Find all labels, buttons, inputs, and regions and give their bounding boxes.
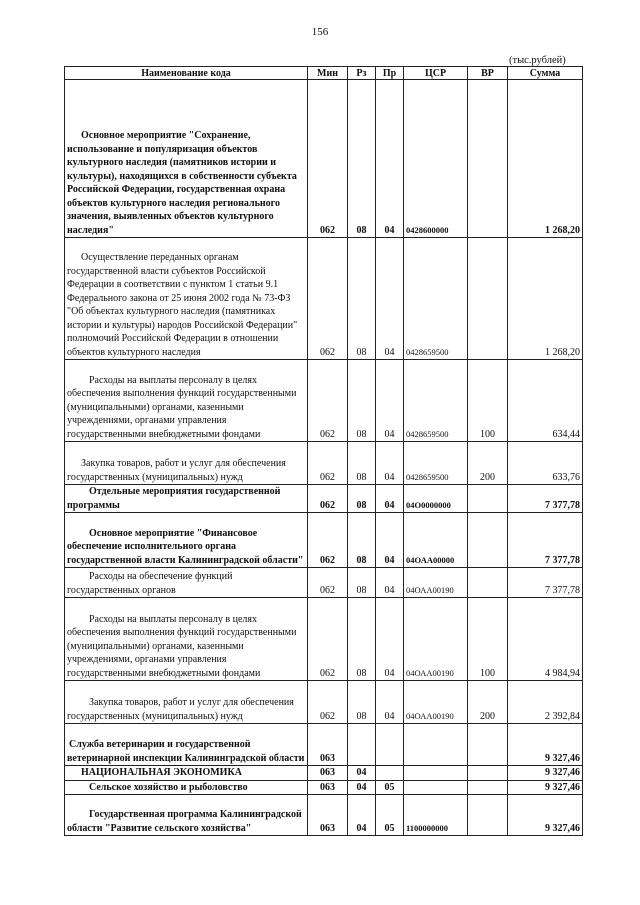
row-name: Закупка товаров, работ и услуг для обеспечения государственных (муниципальных) нужд [65,442,308,485]
row-rz: 04 [348,780,376,795]
table-header-row [65,67,583,80]
units-label: (тыс.рублей) [509,55,566,66]
row-min: 062 [308,485,348,513]
row-rz: 08 [348,485,376,513]
row-csr: 0428659500 [404,360,468,442]
row-vr [468,485,508,513]
row-sum: 2 392,84 [508,681,583,724]
row-sum: 9 327,46 [508,724,583,766]
row-min: 063 [308,780,348,795]
table-row [65,598,583,681]
table-row [65,238,583,360]
row-name: Расходы на выплаты персоналу в целях обеспечения выполнения функций государственными (муниципальными) органами, казенными учреждениями, органами управления государственными внебюджетными фондами [65,360,308,442]
table-row [65,568,583,598]
row-sum: 4 984,94 [508,598,583,681]
table-row [65,80,583,238]
row-vr [468,766,508,781]
row-min: 062 [308,568,348,598]
row-name: Основное мероприятие "Сохранение, использование и популяризация объектов культурного наследия (памятников истории и культуры), находящихся в собственности субъекта Российской Федерации, государственная охрана объектов культурного наследия регионального значения, выявленных объектов культурного наследия" [65,80,308,238]
header-pr: Пр [376,67,404,80]
row-csr [404,780,468,795]
row-rz: 08 [348,681,376,724]
page-number: 156 [311,26,329,38]
table-row [65,724,583,766]
row-sum: 7 377,78 [508,568,583,598]
row-vr: 100 [468,360,508,442]
row-rz: 08 [348,598,376,681]
header-rz: Рз [348,67,376,80]
row-vr: 200 [468,681,508,724]
row-vr [468,238,508,360]
table-row [65,485,583,513]
budget-table [64,66,583,836]
row-sum: 9 327,46 [508,766,583,781]
row-min: 062 [308,360,348,442]
row-vr: 200 [468,442,508,485]
table-row [65,780,583,795]
row-pr: 04 [376,485,404,513]
row-sum: 7 377,78 [508,485,583,513]
row-rz: 08 [348,513,376,568]
row-min: 062 [308,513,348,568]
table-row [65,795,583,836]
row-min: 063 [308,766,348,781]
row-pr: 04 [376,598,404,681]
header-csr: ЦСР [404,67,468,80]
row-pr: 04 [376,442,404,485]
row-sum: 7 377,78 [508,513,583,568]
row-csr: 0428600000 [404,80,468,238]
table-row [65,766,583,781]
row-min: 063 [308,795,348,836]
row-vr [468,795,508,836]
row-min: 062 [308,442,348,485]
row-vr [468,80,508,238]
header-min: Мин [308,67,348,80]
table-row [65,360,583,442]
row-csr: 0428659500 [404,238,468,360]
row-pr [376,766,404,781]
row-rz: 04 [348,766,376,781]
row-vr [468,513,508,568]
row-min: 062 [308,80,348,238]
row-pr [376,724,404,766]
header-vr: ВР [468,67,508,80]
table-row [65,681,583,724]
row-min: 063 [308,724,348,766]
row-pr: 04 [376,360,404,442]
row-csr: 04ОАА00190 [404,598,468,681]
row-vr [468,568,508,598]
row-name: Основное мероприятие "Финансовое обеспечение исполнительного органа государственной власти Калининградской области" [65,513,308,568]
header-sum: Сумма [508,67,583,80]
row-pr: 04 [376,238,404,360]
row-csr: 04ОАА00190 [404,681,468,724]
row-name: Служба ветеринарии и государственной ветеринарной инспекции Калининградской области [65,724,308,766]
row-vr [468,780,508,795]
row-sum: 1 268,20 [508,238,583,360]
row-pr: 04 [376,513,404,568]
row-rz: 08 [348,360,376,442]
row-pr: 05 [376,780,404,795]
row-name: НАЦИОНАЛЬНАЯ ЭКОНОМИКА [65,766,308,781]
row-sum: 1 268,20 [508,80,583,238]
row-rz [348,724,376,766]
row-pr: 04 [376,568,404,598]
row-csr: 0428659500 [404,442,468,485]
header-name: Наименование кода [65,67,308,80]
row-vr: 100 [468,598,508,681]
row-rz: 04 [348,795,376,836]
row-csr: 1100000000 [404,795,468,836]
row-min: 062 [308,681,348,724]
row-pr: 05 [376,795,404,836]
row-min: 062 [308,598,348,681]
row-sum: 634,44 [508,360,583,442]
row-csr: 04О0000000 [404,485,468,513]
row-name: Осуществление переданных органам государственной власти субъектов Российской Федерации в соответствии с пунктом 1 статьи 9.1 Федерального закона от 25 июня 2002 года № 73-ФЗ "Об объектах культурного наследия (памятниках истории и культуры) народов Российской Федерации" полномочий Российской Федерации в отношении объектов культурного наследия [65,238,308,360]
row-csr [404,724,468,766]
row-csr: 04ОАА00000 [404,513,468,568]
row-rz: 08 [348,238,376,360]
row-rz: 08 [348,80,376,238]
row-name: Отдельные мероприятия государственной программы [65,485,308,513]
row-vr [468,724,508,766]
table-row [65,513,583,568]
row-pr: 04 [376,80,404,238]
row-name: Расходы на обеспечение функций государственных органов [65,568,308,598]
table-row [65,442,583,485]
row-sum: 9 327,46 [508,780,583,795]
row-sum: 9 327,46 [508,795,583,836]
row-csr [404,766,468,781]
row-rz: 08 [348,568,376,598]
row-rz: 08 [348,442,376,485]
row-min: 062 [308,238,348,360]
row-name: Расходы на выплаты персоналу в целях обеспечения выполнения функций государственными (муниципальными) органами, казенными учреждениями, органами управления государственными внебюджетными фондами [65,598,308,681]
row-name: Сельское хозяйство и рыболовство [65,780,308,795]
row-sum: 633,76 [508,442,583,485]
row-csr: 04ОАА00190 [404,568,468,598]
row-pr: 04 [376,681,404,724]
row-name: Закупка товаров, работ и услуг для обеспечения государственных (муниципальных) нужд [65,681,308,724]
row-name: Государственная программа Калининградской области "Развитие сельского хозяйства" [65,795,308,836]
